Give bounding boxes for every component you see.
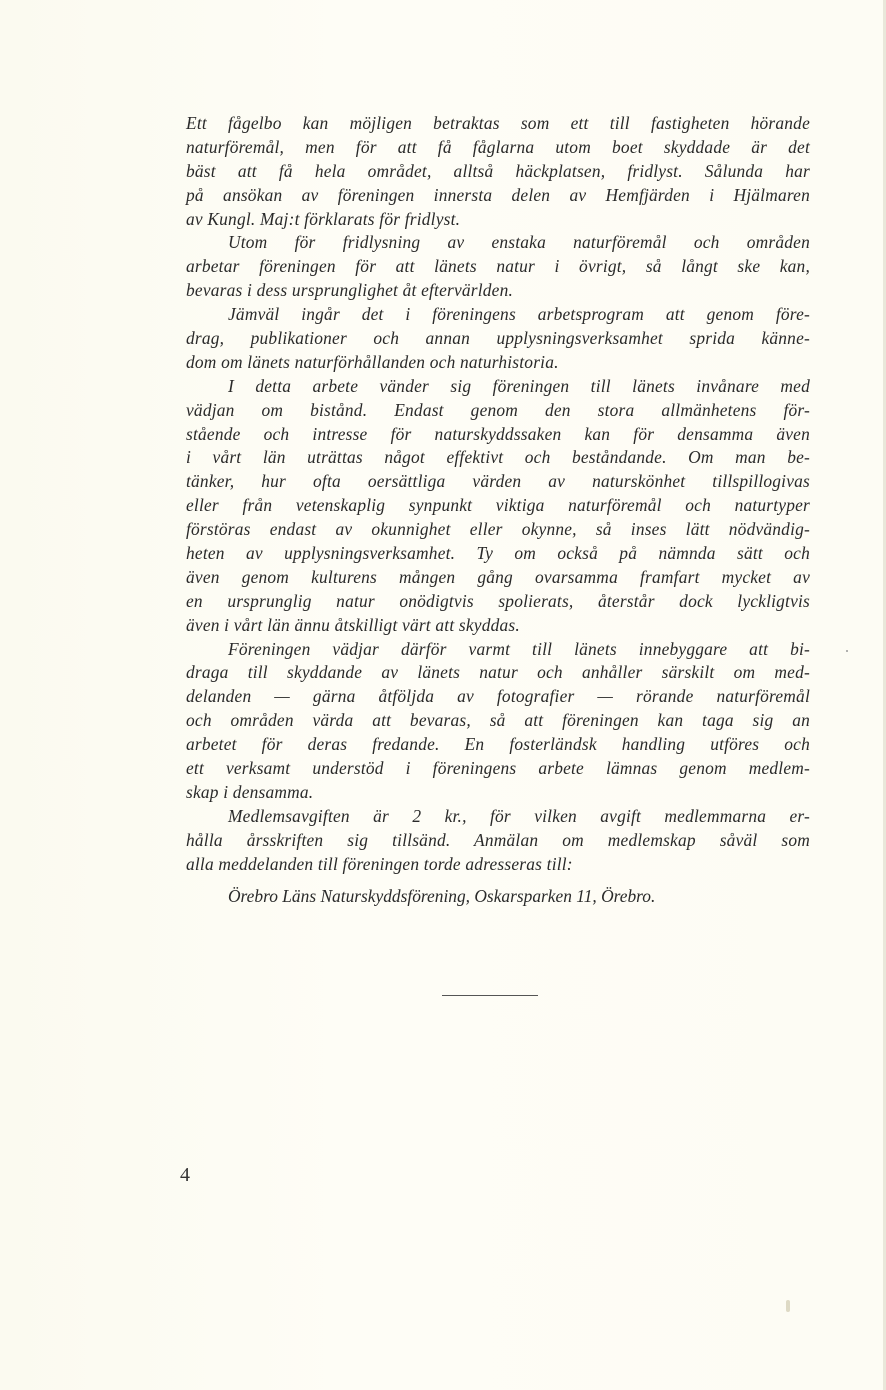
paper-speck — [846, 650, 848, 652]
text-line: drag, publikationer och annan upplysningsverksamhet sprida känne- — [186, 328, 810, 349]
text-line: förstöras endast av okunnighet eller okynne, så inses lätt nödvändig- — [186, 519, 810, 540]
text-line: bevaras i dess ursprunglighet åt eftervärlden. — [186, 280, 514, 301]
text-line: skap i densamma. — [186, 781, 314, 802]
text-line: på ansökan av föreningen innersta delen av Hemfjärden i Hjälmaren — [186, 184, 810, 205]
text-line: eller från vetenskaplig synpunkt viktiga naturföremål och naturtyper — [186, 495, 810, 516]
text-line: naturföremål, men för att få fåglarna utom boet skyddade är det — [186, 136, 810, 157]
text-line: I detta arbete vänder sig föreningen till länets invånare med — [228, 375, 810, 396]
page-number: 4 — [180, 1164, 190, 1186]
text-line: även genom kulturens mången gång ovarsamma framfart mycket av — [186, 566, 810, 587]
text-line: bäst att få hela området, alltså häckplatsen, fridlyst. Sålunda har — [186, 160, 810, 181]
separator-rule — [442, 995, 538, 996]
text-line: tänker, hur ofta oersättliga värden av naturskönhet tillspillogivas — [186, 471, 810, 492]
address-line: Örebro Läns Naturskyddsförening, Oskarsparken 11, Örebro. — [228, 886, 656, 906]
text-line: stående och intresse för naturskyddssaken kan för densamma även — [186, 423, 810, 444]
text-line: alla meddelanden till föreningen torde adresseras till: — [186, 853, 573, 874]
text-line: Ett fågelbo kan möjligen betraktas som ett till fastigheten hörande — [186, 113, 810, 133]
text-line: Föreningen vädjar därför varmt till länets innebyggare att bi- — [228, 638, 810, 659]
text-line: arbetar föreningen för att länets natur i övrigt, så långt ske kan, — [186, 256, 810, 277]
text-line: i vårt län uträttas något effektivt och beståndande. Om man be- — [186, 447, 810, 468]
text-line: Jämväl ingår det i föreningens arbetsprogram att genom före- — [228, 304, 810, 325]
body-text — [186, 112, 810, 877]
text-line: Utom för fridlysning av enstaka naturföremål och områden — [228, 232, 810, 253]
text-line: vädjan om bistånd. Endast genom den stora allmänhetens för- — [186, 399, 810, 420]
text-line: och områden värda att bevaras, så att föreningen kan taga sig an — [186, 710, 810, 731]
text-line: delanden — gärna åtföljda av fotografier — rörande naturföremål — [186, 686, 810, 707]
text-line: arbetet för deras fredande. En fosterländsk handling utföres och — [186, 734, 810, 755]
text-line: en ursprunglig natur onödigtvis spolierats, återstår dock lyckligtvis — [186, 590, 810, 611]
text-line: av Kungl. Maj:t förklarats för fridlyst. — [186, 208, 461, 229]
text-line: även i vårt län ännu åtskilligt värt att skyddas. — [186, 614, 520, 635]
paper-smudge — [786, 1300, 790, 1312]
text-line: draga till skyddande av länets natur och anhåller särskilt om med- — [186, 662, 810, 683]
text-line: ett verksamt understöd i föreningens arbete lämnas genom medlem- — [186, 758, 810, 779]
text-line: Medlemsavgiften är 2 kr., för vilken avgift medlemmarna er- — [228, 805, 810, 826]
text-line: dom om länets naturförhållanden och naturhistoria. — [186, 351, 559, 372]
text-line: heten av upplysningsverksamhet. Ty om också på nämnda sätt och — [186, 543, 810, 564]
text-line: hålla årsskriften sig tillsänd. Anmälan om medlemskap såväl som — [186, 829, 810, 850]
